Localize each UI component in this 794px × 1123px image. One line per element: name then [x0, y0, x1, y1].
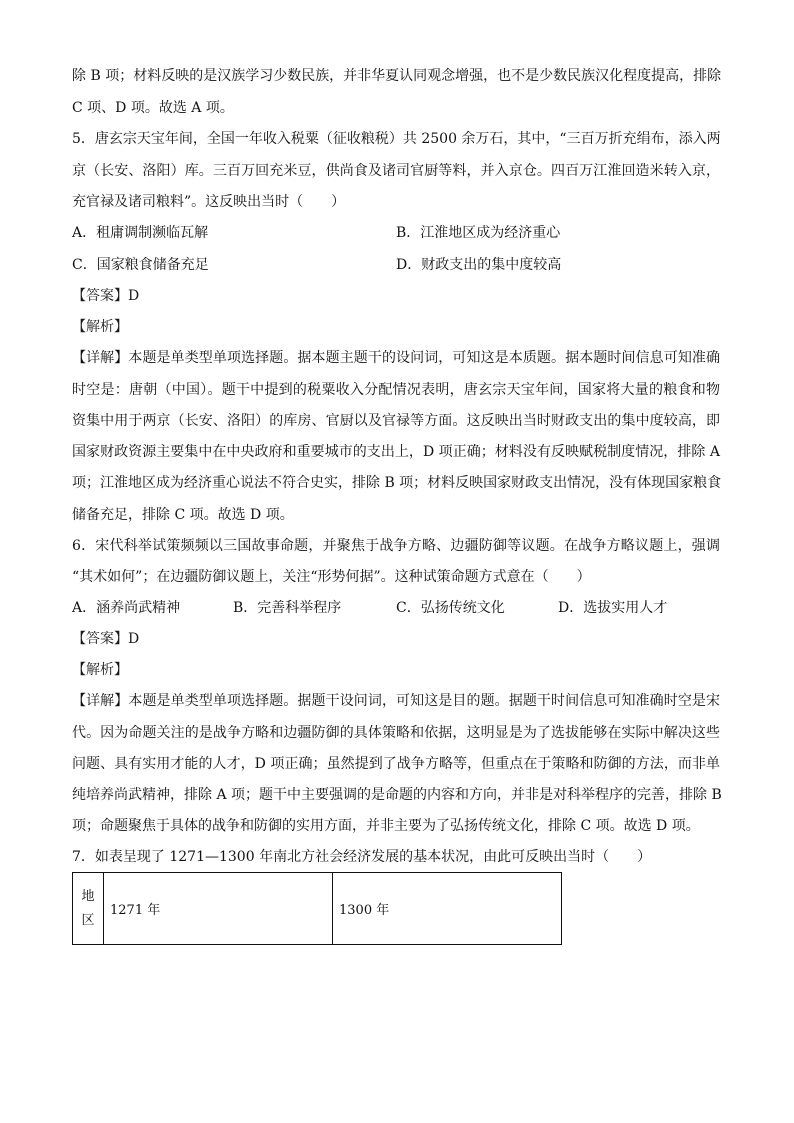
- explanation-line: 资集中用于两京（长安、洛阳）的库房、官厨以及官禄等方面。这反映出当时财政支出的集中度较高，即: [72, 413, 720, 429]
- question-6-option-b: B．完善科举程序: [233, 600, 342, 616]
- explanation-line: 【详解】本题是单类型单项选择题。据本题主题干的设问词，可知这是本质题。据本题时间信息可知准确: [72, 350, 720, 366]
- question-6-option-a: A．涵养尚武精神: [72, 600, 181, 616]
- explanation-line: 项；江淮地区成为经济重心说法不符合史实，排除 B 项；材料反映国家财政支出情况，没有体现国家粮食: [72, 475, 722, 491]
- explanation-line: 时空是：唐朝（中国）。题干中提到的税粟收入分配情况表明，唐玄宗天宝年间，国家将大量的粮食和物: [72, 382, 720, 398]
- table-header-char: 地: [81, 888, 95, 904]
- question-6-stem: “其术如何”；在边疆防御议题上，关注“形势何据”。这种试策命题方式意在（ ）: [72, 569, 591, 585]
- table-row: [73, 873, 562, 945]
- question-6-option-d: D．选拔实用人才: [558, 600, 668, 616]
- explanation-line: 问题、具有实用才能的人才，D 项正确；虽然提到了战争方略等，但重点在于策略和防御的方法，而非单: [72, 756, 720, 772]
- table-header-char: 区: [81, 912, 95, 928]
- paragraph-line: C 项、D 项。故选 A 项。: [72, 100, 234, 116]
- question-5-option-d: D．财政支出的集中度较高: [396, 257, 562, 273]
- question-5-option-a: A．租庸调制濒临瓦解: [72, 225, 209, 241]
- analysis-label: 【解析】: [72, 662, 128, 678]
- question-5-stem: 京（长安、洛阳）库。三百万回充米豆，供尚食及诸司官厨等料，并入京仓。四百万江淮回造米转入京，: [72, 163, 720, 179]
- explanation-line: 国家财政资源主要集中在中央政府和重要城市的支出上，D 项正确；材料没有反映赋税制度情况，排除 A: [72, 444, 720, 460]
- analysis-label: 【解析】: [72, 319, 128, 335]
- question-5-option-c: C．国家粮食储备充足: [72, 257, 209, 273]
- explanation-line: 纯培养尚武精神，排除 A 项；题干中主要强调的是命题的内容和方向，并非是对科举程序的完善，排除 B: [72, 787, 722, 803]
- explanation-line: 储备充足，排除 C 项。故选 D 项。: [72, 507, 294, 523]
- table-header-1271: 1271 年: [104, 873, 333, 945]
- table-header-1300: 1300 年: [333, 873, 562, 945]
- question-5-stem: 5．唐玄宗天宝年间，全国一年收入税粟（征收粮税）共 2500 余万石，其中，“三百万折充绢布，添入两: [72, 131, 721, 147]
- answer-label: 【答案】D: [72, 631, 140, 647]
- data-table: [72, 872, 562, 945]
- explanation-line: 代。因为命题关注的是战争方略和边疆防御的具体策略和依据，这明显是为了选拔能够在实际中解决这些: [72, 725, 720, 741]
- paragraph-line: 除 B 项；材料反映的是汉族学习少数民族，并非华夏认同观念增强，也不是少数民族汉化程度提高，排除: [72, 68, 722, 84]
- question-6-stem: 6．宋代科举试策频频以三国故事命题，并聚焦于战争方略、边疆防御等议题。在战争方略议题上，强调: [72, 538, 720, 554]
- answer-label: 【答案】D: [72, 288, 140, 304]
- question-5-stem: 充官禄及诸司粮料”。这反映出当时（ ）: [72, 194, 346, 210]
- question-5-option-b: B．江淮地区成为经济重心: [396, 225, 561, 241]
- question-7-stem: 7．如表呈现了 1271—1300 年南北方社会经济发展的基本状况，由此可反映出当时（ ）: [72, 849, 652, 865]
- question-6-option-c: C．弘扬传统文化: [396, 600, 505, 616]
- explanation-line: 项；命题聚焦于具体的战争和防御的实用方面，并非主要为了弘扬传统文化，排除 C 项。故选 D 项。: [72, 818, 700, 834]
- table-header-region: [73, 873, 104, 945]
- explanation-line: 【详解】本题是单类型单项选择题。据题干设问词，可知这是目的题。据题干时间信息可知准确时空是宋: [72, 693, 720, 709]
